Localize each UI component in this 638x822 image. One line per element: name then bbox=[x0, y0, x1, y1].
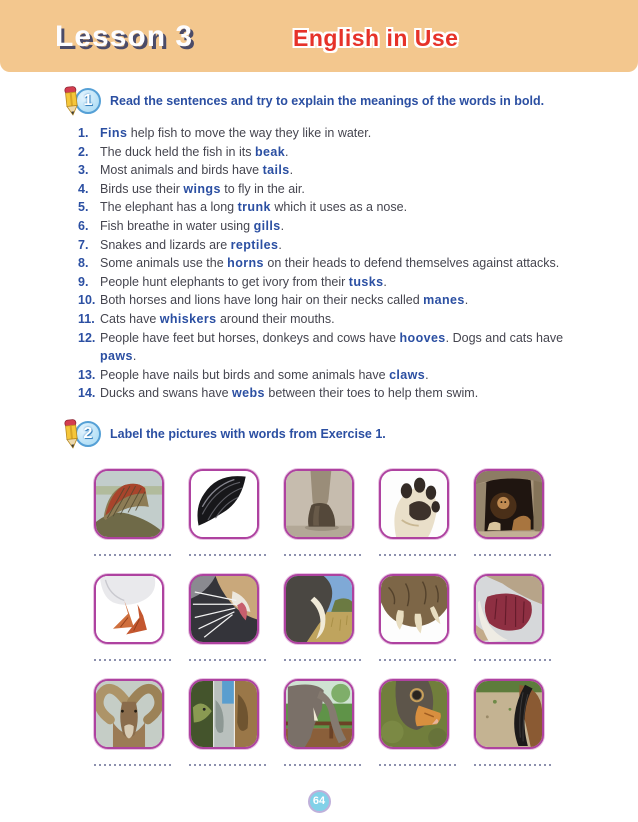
sentence-3 bbox=[78, 161, 583, 180]
sentence-number: 4. bbox=[78, 181, 89, 196]
pencil-icon bbox=[61, 418, 81, 450]
bold-vocab-word: Fins bbox=[100, 126, 128, 140]
sentence-number: 3. bbox=[78, 163, 89, 178]
bold-vocab-word: beak bbox=[254, 144, 286, 159]
sentence-number: 6. bbox=[78, 218, 89, 233]
sentence-number: 10. bbox=[78, 293, 96, 308]
picture-cell-3 bbox=[284, 469, 354, 556]
hoof-photo bbox=[284, 469, 354, 539]
picture-cell-12 bbox=[189, 679, 259, 766]
sentence-number: 11. bbox=[78, 311, 95, 326]
answer-line-12[interactable] bbox=[189, 764, 267, 766]
picture-cell-9 bbox=[379, 574, 449, 661]
sentence-number: 1. bbox=[78, 126, 89, 140]
sentence-number: 5. bbox=[78, 200, 89, 215]
cat-whiskers-photo bbox=[189, 574, 259, 644]
sentence-1 bbox=[78, 124, 583, 143]
answer-line-6[interactable] bbox=[94, 659, 172, 661]
sentence-text: Most animals and birds have tails. bbox=[100, 163, 294, 178]
picture-cell-11 bbox=[94, 679, 164, 766]
bold-vocab-word: manes bbox=[423, 293, 465, 308]
bold-vocab-word: trunk bbox=[237, 200, 271, 215]
answer-line-3[interactable] bbox=[284, 554, 362, 556]
picture-cell-8 bbox=[284, 574, 354, 661]
reptiles-photo bbox=[189, 679, 259, 749]
lesson-title: Lesson 3 bbox=[55, 20, 194, 53]
answer-line-5[interactable] bbox=[474, 554, 552, 556]
bold-vocab-word: claws bbox=[389, 367, 426, 382]
bold-vocab-word: webs bbox=[232, 386, 265, 401]
answer-line-8[interactable] bbox=[284, 659, 362, 661]
page-number-badge: 64 bbox=[308, 790, 331, 813]
picture-cell-10 bbox=[474, 574, 544, 661]
sentence-number: 14. bbox=[78, 386, 96, 401]
bold-vocab-word: gills bbox=[253, 218, 281, 233]
pencil-icon bbox=[61, 85, 81, 117]
answer-line-1[interactable] bbox=[94, 554, 172, 556]
fish-fin-photo bbox=[94, 469, 164, 539]
sentence-text: The elephant has a long trunk which it uses as a nose. bbox=[100, 200, 408, 215]
lion-mane-photo bbox=[474, 469, 544, 539]
picture-cell-2 bbox=[189, 469, 259, 556]
exercise-1-number: 1 bbox=[75, 88, 101, 114]
goose-beak-photo bbox=[379, 679, 449, 749]
bold-vocab-word: paws bbox=[100, 349, 133, 364]
elephant-trunk-photo bbox=[284, 679, 354, 749]
footer bbox=[0, 790, 638, 813]
bold-vocab-word: whiskers bbox=[159, 311, 217, 326]
claws-photo bbox=[379, 574, 449, 644]
bold-vocab-word: hooves bbox=[399, 330, 446, 345]
sentence-8 bbox=[78, 254, 583, 273]
sentence-text: Cats have whiskers around their mouths. bbox=[100, 311, 335, 326]
bold-vocab-word: reptiles bbox=[230, 237, 279, 252]
sentence-4 bbox=[78, 180, 583, 199]
sentence-text: Both horses and lions have long hair on their necks called manes. bbox=[100, 293, 469, 308]
answer-line-2[interactable] bbox=[189, 554, 267, 556]
sentence-7 bbox=[78, 236, 583, 255]
sentence-text: Ducks and swans have webs between their toes to help them swim. bbox=[100, 386, 479, 401]
sentence-text: The duck held the fish in its beak. bbox=[100, 144, 289, 159]
answer-line-7[interactable] bbox=[189, 659, 267, 661]
sentence-number: 7. bbox=[78, 237, 89, 252]
exercise-2-instruction: Label the pictures with words from Exercise 1. bbox=[110, 426, 386, 441]
exercise-2-header bbox=[63, 419, 638, 449]
sentence-9 bbox=[78, 273, 583, 292]
picture-cell-7 bbox=[189, 574, 259, 661]
sentence-5 bbox=[78, 198, 583, 217]
sentence-text: Fish breathe in water using gills. bbox=[100, 218, 285, 233]
paw-photo bbox=[379, 469, 449, 539]
sentence-number: 12. bbox=[78, 330, 96, 345]
bird-wing-photo bbox=[189, 469, 259, 539]
answer-line-14[interactable] bbox=[379, 764, 457, 766]
sentence-14 bbox=[78, 384, 583, 403]
picture-grid bbox=[89, 469, 549, 766]
sentence-number: 8. bbox=[78, 256, 89, 271]
sentence-number: 9. bbox=[78, 274, 89, 289]
sentence-11 bbox=[78, 310, 583, 329]
ram-horns-photo bbox=[94, 679, 164, 749]
sentence-number: 2. bbox=[78, 144, 89, 159]
sentence-text: People have nails but birds and some animals have claws. bbox=[100, 367, 429, 382]
sentence-6 bbox=[78, 217, 583, 236]
header-band bbox=[0, 0, 638, 72]
sentence-text: Some animals use the horns on their heads to defend themselves against attacks. bbox=[100, 256, 560, 271]
exercise-1 bbox=[0, 86, 638, 403]
picture-cell-6 bbox=[94, 574, 164, 661]
bold-vocab-word: horns bbox=[227, 256, 264, 271]
answer-line-11[interactable] bbox=[94, 764, 172, 766]
sentence-text: Fins help fish to move the way they like in water. bbox=[100, 126, 372, 140]
unit-badge: English in Use bbox=[293, 25, 459, 51]
answer-line-4[interactable] bbox=[379, 554, 457, 556]
sentence-text: Snakes and lizards are reptiles. bbox=[100, 237, 282, 252]
sentence-13 bbox=[78, 366, 583, 385]
exercise-2 bbox=[0, 419, 638, 766]
bold-vocab-word: wings bbox=[183, 181, 221, 196]
answer-line-15[interactable] bbox=[474, 764, 552, 766]
horse-tail-photo bbox=[474, 679, 544, 749]
bold-vocab-word: tusks bbox=[348, 274, 384, 289]
picture-cell-4 bbox=[379, 469, 449, 556]
sentence-2 bbox=[78, 143, 583, 162]
bold-vocab-word: tails bbox=[262, 163, 290, 178]
sentence-12 bbox=[78, 329, 583, 366]
picture-cell-13 bbox=[284, 679, 354, 766]
exercise-2-number: 2 bbox=[75, 421, 101, 447]
sentence-text: People hunt elephants to get ivory from their tusks. bbox=[100, 274, 387, 289]
elephant-tusk-photo bbox=[284, 574, 354, 644]
sentence-text: Birds use their wings to fly in the air. bbox=[100, 181, 305, 196]
picture-cell-1 bbox=[94, 469, 164, 556]
picture-cell-14 bbox=[379, 679, 449, 766]
sentence-text: People have feet but horses, donkeys and cows have hooves. Dogs and cats have paws. bbox=[100, 330, 564, 364]
exercise-1-instruction: Read the sentences and try to explain the meanings of the words in bold. bbox=[110, 94, 545, 108]
exercise-1-header bbox=[63, 86, 638, 116]
sentence-list bbox=[78, 124, 583, 403]
picture-cell-5 bbox=[474, 469, 544, 556]
sentence-number: 13. bbox=[78, 367, 96, 382]
picture-cell-15 bbox=[474, 679, 544, 766]
answer-line-9[interactable] bbox=[379, 659, 457, 661]
fish-gills-photo bbox=[474, 574, 544, 644]
webbed-feet-photo bbox=[94, 574, 164, 644]
sentence-10 bbox=[78, 291, 583, 310]
answer-line-10[interactable] bbox=[474, 659, 552, 661]
answer-line-13[interactable] bbox=[284, 764, 362, 766]
